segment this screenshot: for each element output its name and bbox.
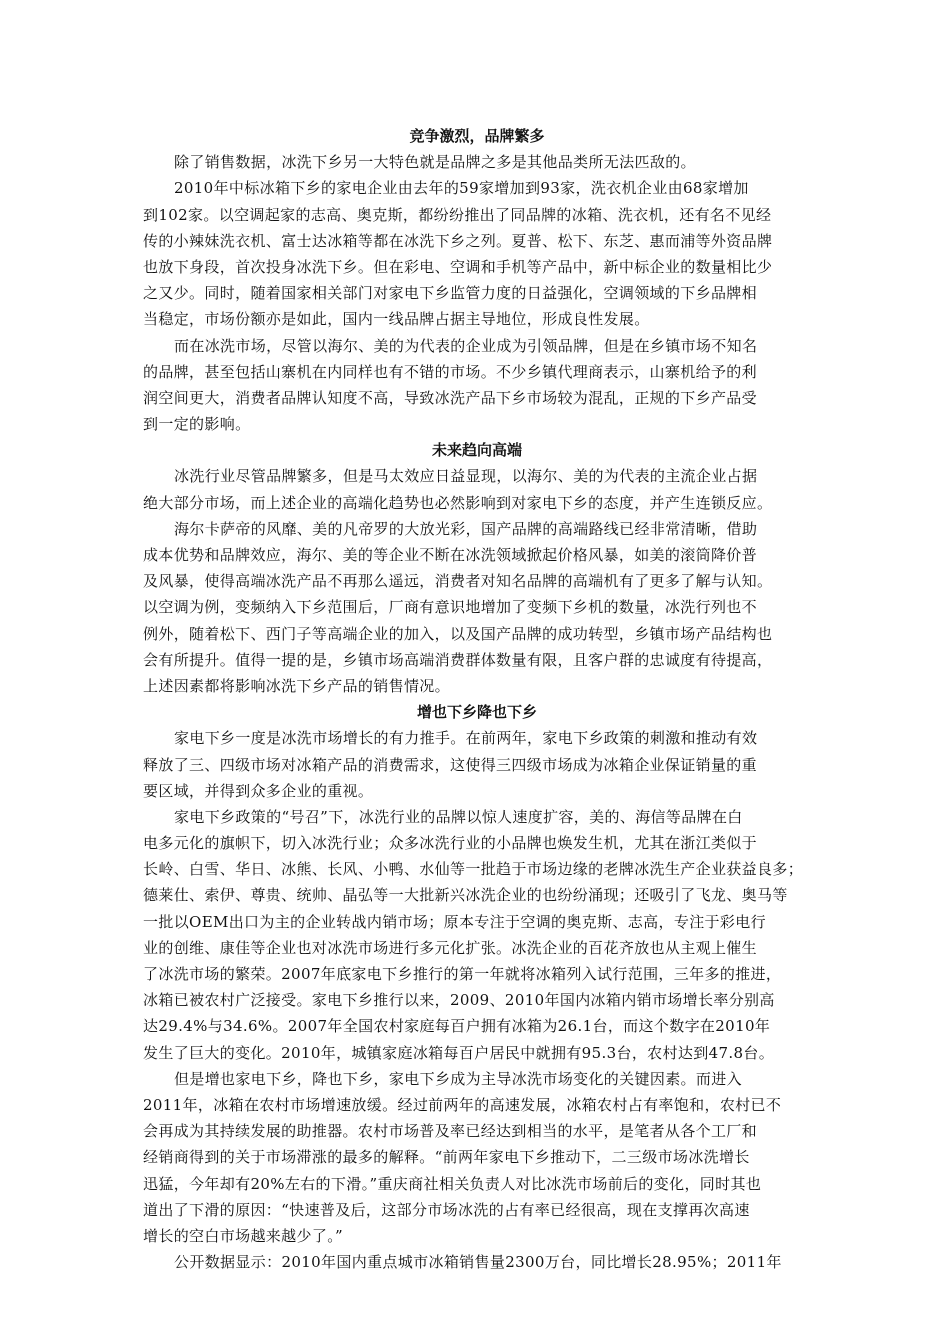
text-line: 要区域，并得到众多企业的重视。 [143, 781, 374, 800]
paragraph [143, 149, 811, 175]
text-line: 会有所提升。值得一提的是，乡镇市场高端消费群体数量有限，且客户群的忠诚度有待提高， [143, 650, 773, 669]
text-line: 家电下乡政策的“号召”下，冰洗行业的品牌以惊人速度扩容，美的、海信等品牌在白 [174, 807, 743, 826]
text-line: 润空间更大，消费者品牌认知度不高，导致冰洗产品下乡市场较为混乱，正规的下乡产品受 [143, 388, 758, 407]
section-heading: 增也下乡降也下乡 [416, 703, 537, 722]
paragraph [143, 725, 811, 804]
text-line: 到102家。以空调起家的志高、奥克斯，都纷纷推出了同品牌的冰箱、洗衣机，还有名不见经 [143, 205, 772, 224]
document-page [143, 123, 811, 1275]
text-line: 一批以OEM出口为主的企业转战内销市场；原本专注于空调的奥克斯、志高，专注于彩电行 [143, 912, 766, 931]
section-heading: 未来趋向高端 [431, 441, 522, 460]
paragraph [143, 1066, 811, 1249]
text-line: 传的小辣妹洗衣机、富士达冰箱等都在冰洗下乡之列。夏普、松下、东芝、惠而浦等外资品牌 [143, 231, 773, 250]
paragraph [143, 463, 811, 515]
text-line: 但是增也家电下乡，降也下乡，家电下乡成为主导冰洗市场变化的关键因素。而进入 [174, 1069, 742, 1088]
text-line: 释放了三、四级市场对冰箱产品的消费需求，这使得三四级市场成为冰箱企业保证销量的重 [143, 755, 758, 774]
paragraph [143, 804, 811, 1066]
text-line: 也放下身段，首次投身冰洗下乡。但在彩电、空调和手机等产品中，新中标企业的数量相比少 [143, 257, 773, 276]
text-line: 绝大部分市场，而上述企业的高端化趋势也必然影响到对家电下乡的态度，并产生连锁反应。 [143, 493, 773, 512]
text-line: 增长的空白市场越来越少了。” [143, 1226, 344, 1245]
text-line: 公开数据显示：2010年国内重点城市冰箱销售量2300万台，同比增长28.95%；2011年 [174, 1253, 782, 1272]
text-line: 会再成为其持续发展的助推器。农村市场普及率已经达到相当的水平，是笔者从各个工厂和 [143, 1122, 758, 1141]
text-line: 例外，随着松下、西门子等高端企业的加入，以及国产品牌的成功转型，乡镇市场产品结构也 [143, 624, 773, 643]
paragraph [143, 1249, 811, 1275]
text-line: 之又少。同时，随着国家相关部门对家电下乡监管力度的日益强化，空调领域的下乡品牌相 [143, 284, 758, 303]
text-line: 冰洗行业尽管品牌繁多，但是马太效应日益显现，以海尔、美的为代表的主流企业占据 [174, 467, 758, 486]
text-line: 发生了巨大的变化。2010年，城镇家庭冰箱每百户居民中就拥有95.3台，农村达到47.8台。 [143, 1043, 775, 1062]
text-line: 家电下乡一度是冰洗市场增长的有力推手。在前两年，家电下乡政策的刺激和推动有效 [174, 729, 758, 748]
text-line: 而在冰洗市场，尽管以海尔、美的为代表的企业成为引领品牌，但是在乡镇市场不知名 [174, 336, 758, 355]
text-line: 了冰洗市场的繁荣。2007年底家电下乡推行的第一年就将冰箱列入试行范围，三年多的推进， [143, 965, 782, 983]
text-line: 达29.4%与34.6%。2007年全国农村家庭每百户拥有冰箱为26.1台，而这个数字在2010年 [143, 1017, 771, 1036]
text-line: 上述因素都将影响冰洗下乡产品的销售情况。 [143, 676, 451, 695]
text-line: 德莱仕、索伊、尊贵、统帅、晶弘等一大批新兴冰洗企业的也纷纷涌现；还吸引了飞龙、奥马等 [143, 886, 788, 905]
text-line: 以空调为例，变频纳入下乡范围后，厂商有意识地增加了变频下乡机的数量，冰洗行列也不 [143, 598, 758, 617]
text-line: 当稳定，市场份额亦是如此，国内一线品牌占据主导地位，形成良性发展。 [143, 310, 650, 329]
text-line: 2011年，冰箱在农村市场增速放缓。经过前两年的高速发展，冰箱农村占有率饱和，农村已不 [143, 1095, 782, 1114]
text-line: 电多元化的旗帜下，切入冰洗行业；众多冰洗行业的小品牌也焕发生机，尤其在浙江类似于 [143, 834, 758, 853]
text-line: 的品牌，甚至包括山寨机在内同样也有不错的市场。不少乡镇代理商表示，山寨机给予的利 [143, 362, 758, 381]
text-line: 海尔卡萨帝的风靡、美的凡帝罗的大放光彩，国产品牌的高端路线已经非常清晰，借助 [174, 519, 758, 538]
text-line: 道出了下滑的原因：“快速普及后，这部分市场冰洗的占有率已经很高，现在支撑再次高速 [143, 1200, 750, 1219]
section-heading: 竞争激烈，品牌繁多 [409, 127, 545, 145]
paragraph [143, 333, 811, 438]
text-line: 成本优势和品牌效应，海尔、美的等企业不断在冰洗领域掀起价格风暴，如美的滚筒降价普 [143, 546, 758, 564]
paragraph [143, 175, 811, 332]
text-line: 及风暴，使得高端冰洗产品不再那么遥远，消费者对知名品牌的高端机有了更多了解与认知。 [143, 572, 773, 591]
text-line: 到一定的影响。 [143, 415, 251, 434]
text-line: 迅猛，今年却有20%左右的下滑。”重庆商社相关负责人对比冰洗市场前后的变化，同时其也 [143, 1174, 762, 1193]
text-line: 2010年中标冰箱下乡的家电企业由去年的59家增加到93家，洗衣机企业由68家增加 [174, 179, 749, 198]
text-line: 长岭、白雪、华日、冰熊、长风、小鸭、水仙等一批趋于市场边缘的老牌冰洗生产企业获益良多； [143, 860, 804, 879]
text-line: 冰箱已被农村广泛接受。家电下乡推行以来，2009、2010年国内冰箱内销市场增长率分别高 [143, 991, 775, 1010]
text-line: 经销商得到的关于市场滞涨的最多的解释。“前两年家电下乡推动下，二三级市场冰洗增长 [143, 1148, 750, 1167]
text-line: 业的创维、康佳等企业也对冰洗市场进行多元化扩张。冰洗企业的百花齐放也从主观上催生 [143, 938, 758, 957]
text-line: 除了销售数据，冰洗下乡另一大特色就是品牌之多是其他品类所无法匹敌的。 [174, 153, 696, 172]
paragraph [143, 516, 811, 699]
